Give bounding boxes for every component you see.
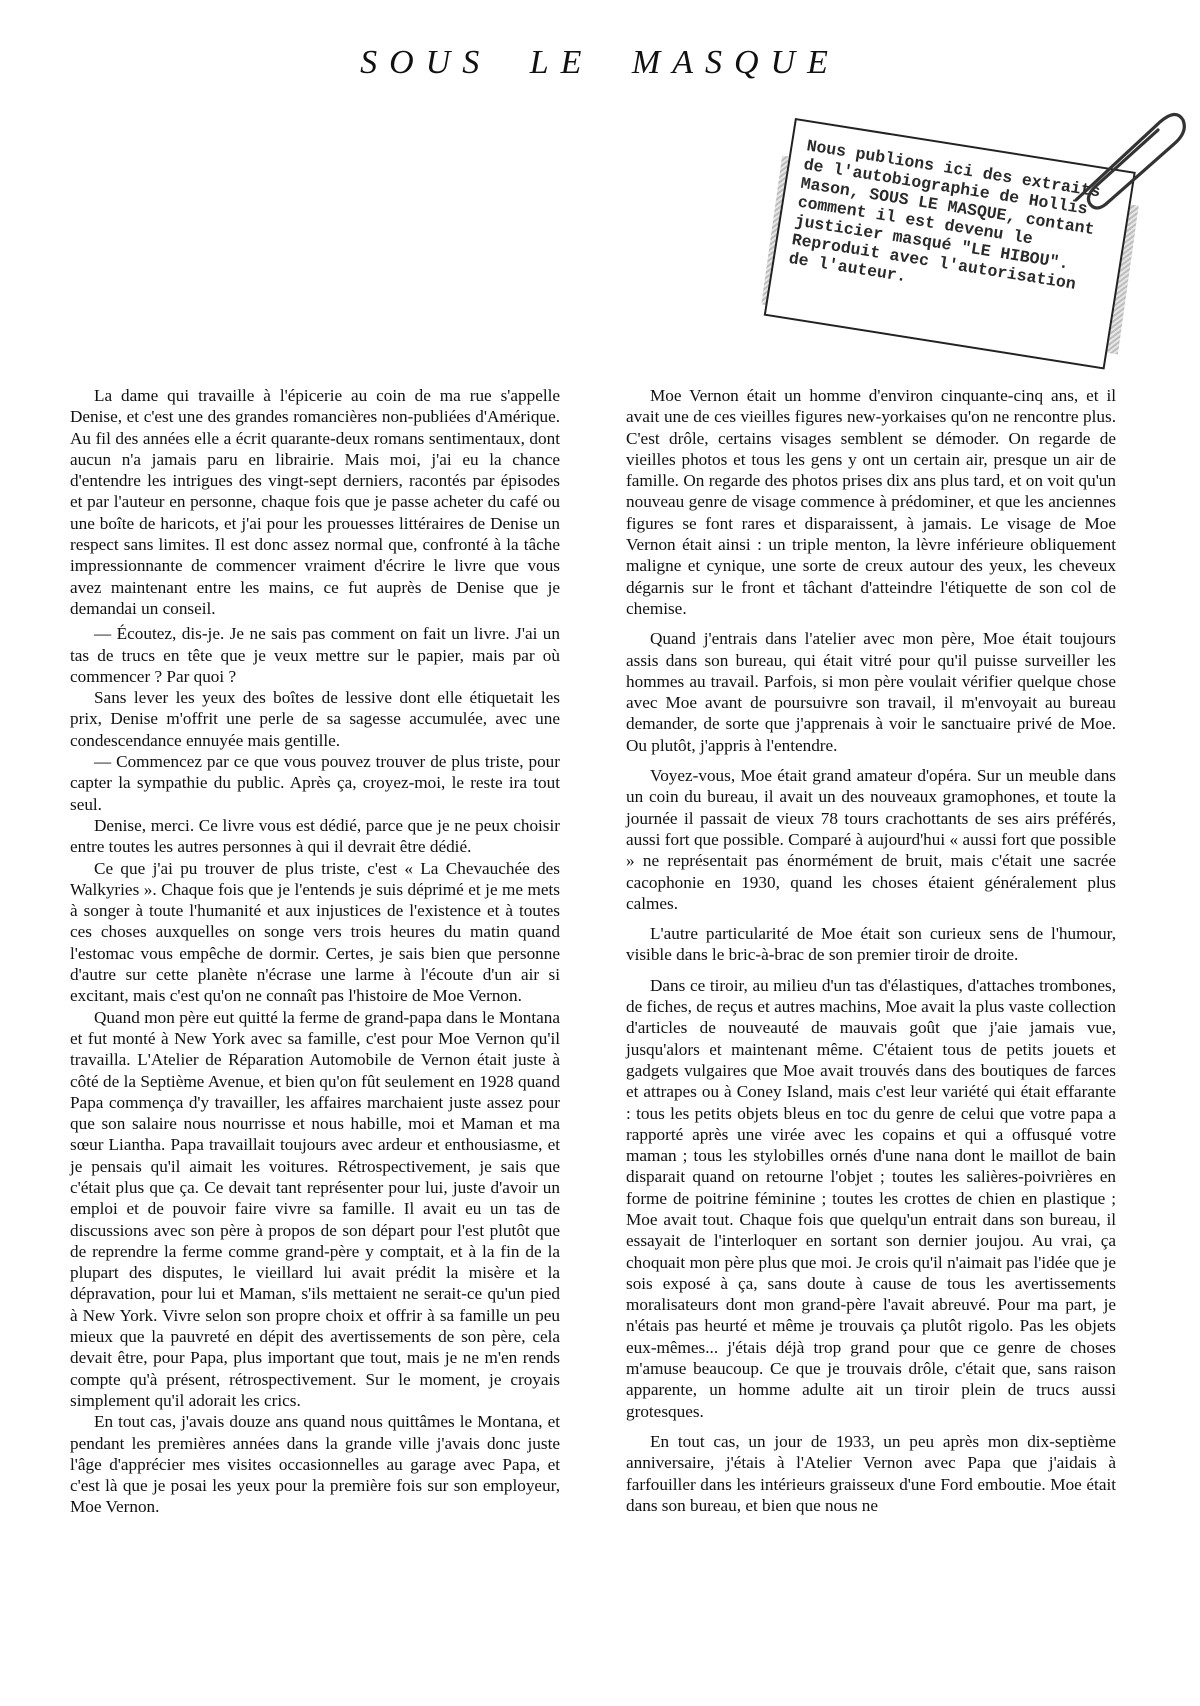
paragraph: L'autre particularité de Moe était son curieux sens de l'humour, visible dans le bric-à-brac de son premier tiroir de droite. [626,924,1116,965]
paragraph: Voyez-vous, Moe était grand amateur d'opéra. Sur un meuble dans un coin du bureau, il avait un des nouveaux gramophones, et toute la journée il passait de vieux 78 tours crachottants de ses airs préférés, aussi fort que possible. Comparé à aujourd'hui « aussi fort que possible » ne représentait pas énormément de bruit, mais c'était une sacrée cacophonie en 1930, quand les choses étaient généralement plus calmes. [626,766,1116,913]
paperclip-icon [1068,100,1188,210]
paragraph: Quand mon père eut quitté la ferme de grand-papa dans le Montana et fut monté à New York avec sa famille, c'est pour Moe Vernon qu'il travailla. L'Atelier de Réparation Automobile de Vernon était juste à côté de la Septième Avenue, et bien qu'on fût seulement en 1928 quand Papa commença d'y travailler, les affaires marchaient juste assez pour que son salaire nous nourrisse et nous habille, moi et Maman et ma sœur Liantha. Papa travaillait toujours avec ardeur et enthousiasme, et je pensais qu'il aimait les voitures. Rétrospectivement, je sais que c'était plus que ça. Ce devait tant représenter pour lui, juste d'avoir un emploi et de pouvoir faire vivre sa famille. Il avait eu un tas de discussions avec son père à propos de son départ pour l'est plutôt que de reprendre la ferme comme grand-père y comptait, et à la fin de la plupart des disputes, le vieillard lui avait prédit la misère et la dépravation, pour lui et Maman, s'ils mettaient ne serait-ce qu'un pied à New York. Vivre selon son propre choix et offrir à sa famille un peu mieux que la pauvreté en dépit des avertissements de son père, cela devait être, pour Papa, plus important que tout, mais je ne m'en rends compte qu'à présent, rétrospectivement. Sur le moment, je croyais simplement qu'il adorait les crics. [70,1007,560,1410]
paragraph: Ce que j'ai pu trouver de plus triste, c'est « La Chevauchée des Walkyries ». Chaque fois que je l'entends je suis déprimé et je me mets à songer à toute l'humanité et aux injustices de l'existence et à toutes ces choses auxquelles on songe vers trois heures du matin quand l'estomac vous empêche de dormir. Certes, je sais bien que personne d'autre sur cette planète n'écrase une larme à l'écoute d'un air si excitant, mais c'est qu'on ne connaît pas l'histoire de Moe Vernon. [70,858,560,1006]
paragraph: En tout cas, un jour de 1933, un peu après mon dix-septième anniversaire, j'étais à l'Atelier Vernon avec Papa que j'aidais à farfouiller dans les intérieurs graisseux d'une Ford emboutie. Moe était dans son bureau, et bien que nous ne [626,1431,1116,1515]
paragraph: — Commencez par ce que vous pouvez trouver de plus triste, pour capter la sympathie du public. Après ça, croyez-moi, le reste ira tout seul. [70,752,560,814]
paragraph: Denise, merci. Ce livre vous est dédié, parce que je ne peux choisir entre toutes les autres personnes à qui il devrait être dédié. [70,815,560,857]
paragraph: La dame qui travaille à l'épicerie au coin de ma rue s'appelle Denise, et c'est une des grandes romancières non-publiées d'Amérique. Au fil des années elle a écrit quarante-deux romans sentimentaux, dont aucun n'a jamais paru en librairie. Mais moi, j'ai eu la chance d'entendre les intrigues des vingt-sept derniers, racontés par épisodes et par l'auteur en personne, chaque fois que je passe acheter du café ou une boîte de haricots, et j'ai pour les prouesses littéraires de Denise un respect sans limites. Il est donc assez normal que, confronté à la tâche impressionnante de commencer vraiment d'écrire le livre que vous avez maintenant entre les mains, ce fut auprès de Denise que je demandai un conseil. [70,386,560,618]
paragraph: Quand j'entrais dans l'atelier avec mon père, Moe était toujours assis dans son bureau, qui était vitré pour qu'il puisse surveiller les hommes au travail. Parfois, si mon père voulait vérifier quelque chose avec Moe avant de poursuivre son travail, il m'envoyait au bureau demander, de sorte que j'apprenais à voir le sanctuaire privé de Moe. Ou plutôt, j'appris à l'entendre. [626,629,1116,755]
paragraph: Sans lever les yeux des boîtes de lessive dont elle étiquetait les prix, Denise m'offrit une perle de sa sagesse accumulée, avec une condescendance ennuyée mais gentille. [70,688,560,750]
paragraph: Moe Vernon était un homme d'environ cinquante-cinq ans, et il avait une de ces vieilles figures new-yorkaises qu'on ne rencontre plus. C'est drôle, certains visages semblent se démoder. On regarde de vieilles photos et tous les gens y ont un certain air, presque un air de famille. On regarde des photos prises dix ans plus tard, et on voit qu'un nouveau genre de visage commence à prédominer, et que les anciennes figures se font rares et disparaissent, à jamais. Le visage de Moe Vernon était ainsi : un triple menton, la lèvre inférieure obliquement maligne et cynique, une sorte de creux autour des yeux, les cheveux dégarnis sur le front et tâchant d'atteindre l'étiquette de son col de chemise. [626,386,1116,618]
article-column-left [70,385,560,1518]
paragraph: Dans ce tiroir, au milieu d'un tas d'élastiques, d'attaches trombones, de fiches, de reçus et autres machins, Moe avait la plus vaste collection d'articles de nouveauté de mauvais goût que j'aie jamais vue, jusqu'alors et maintenant même. C'étaient tous de petits jouets et gadgets vulgaires que Moe avait trouvés dans des boutiques de farces et attrapes ou à Coney Island, mais c'est leur variété qui était effarante : tous les petits objets bleus en toc du genre de celui que votre papa a rapporté après une virée avec les copains et qui a offusqué votre maman ; tous les stylobilles ornés d'une nana dont le maillot de bain disparait quand on retourne l'objet ; toutes les salières-poivrières en forme de poitrine féminine ; toutes les crottes de chien en plastique ; Moe avait tout. Chaque fois que quelqu'un entrait dans son bureau, il essayait de l'interloquer en sortant son dernier joujou. Au vrai, ça choquait mon père plus que moi. Je crois qu'il n'aimait pas l'idée que je sois exposé à ça, sans doute à cause de tous les avertissements moralisateurs dont mon grand-père l'avait abreuvé. Pour ma part, je n'étais pas heurté et même je trouvais ça plutôt rigolo. Pas les objets eux-mêmes... j'étais déjà trop grand pour que ce genre de choses m'amuse beaucoup. Ce que je trouvais drôle, c'était que, sans raison apparente, un homme adulte ait un tiroir plein de trucs aussi grotesques. [626,975,1116,1421]
page-title: SOUS LE MASQUE [360,44,840,81]
paragraph: En tout cas, j'avais douze ans quand nous quittâmes le Montana, et pendant les premières années dans la grande ville j'avais donc juste l'âge d'apprécier mes visites occasionnelles au garage avec Papa, et c'est là que je posai les yeux pour la première fois sur son employeur, Moe Vernon. [70,1412,560,1517]
article-column-right [626,385,1116,1525]
paragraph: — Écoutez, dis-je. Je ne sais pas comment on fait un livre. J'ai un tas de trucs en tête que je veux mettre sur le papier, mais par où commencer ? Par quoi ? [70,624,560,686]
editorial-note: Nous publions ici des extraits de l'autobiographie de Hollis Mason, SOUS LE MASQUE, contant comment il est devenu le justicier masqué "LE HIBOU". Reproduit avec l'autorisation de l'auteur. [764,118,1136,370]
